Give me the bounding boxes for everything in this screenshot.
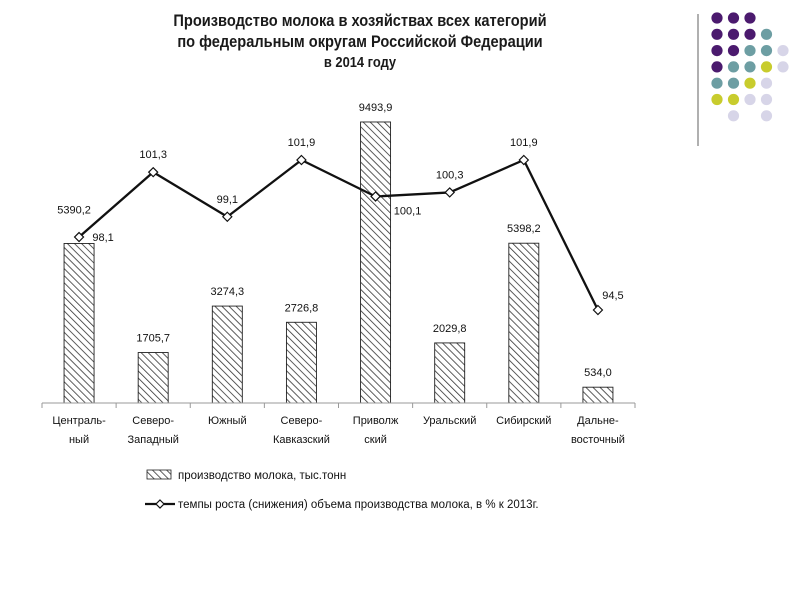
line-value-label: 99,1 (216, 193, 239, 206)
bar (64, 243, 94, 403)
category-label: Северо-Западный (127, 415, 179, 446)
category-labels (52, 415, 625, 446)
category-label: Дальне-восточный (570, 415, 625, 446)
chart-title-line-2: по федеральным округам Российской Федерации (177, 32, 543, 51)
bar (435, 343, 465, 403)
category-label: Северо-Кавказский (272, 415, 330, 446)
legend (145, 470, 539, 511)
bar-value-label: 9493,9 (358, 101, 393, 114)
legend-item-line (145, 499, 539, 511)
line-value-label: 101,3 (139, 149, 167, 162)
legend-label-bars: производство молока, тыс.тонн (178, 470, 347, 482)
bar-series (64, 122, 613, 403)
line-marker (445, 188, 454, 197)
bar (286, 322, 316, 403)
legend-swatch-bars (147, 470, 171, 479)
line-value-label: 94,5 (602, 290, 624, 302)
bar (361, 122, 391, 403)
category-label: Южный (208, 415, 247, 427)
bar (138, 353, 168, 403)
bar-value-label: 5398,2 (506, 223, 541, 236)
line-value-label: 98,1 (92, 232, 114, 245)
category-label: Централь-ный (52, 415, 106, 446)
x-axis-ticks (42, 403, 635, 408)
line-value-label: 100,1 (393, 205, 422, 218)
category-label: Сибирский (496, 415, 552, 427)
legend-marker-diamond (156, 500, 164, 508)
bar (583, 387, 613, 403)
line-marker (519, 156, 528, 165)
bar (212, 306, 242, 403)
category-label: Уральский (422, 415, 477, 427)
bar-value-label: 534,0 (584, 367, 612, 380)
legend-item-bars (147, 470, 346, 482)
bar-value-label: 2726,8 (284, 302, 319, 315)
bar-value-label: 2029,8 (432, 322, 467, 335)
line-value-label: 101,9 (287, 137, 316, 149)
bar-value-label: 1705,7 (136, 332, 171, 345)
bar-value-label: 3274,3 (210, 286, 245, 299)
line-value-label: 101,9 (510, 137, 538, 149)
legend-label-line: темпы роста (снижения) объема производства молока, в % к 2013г. (178, 499, 539, 511)
bar (509, 243, 539, 403)
line-marker (593, 306, 602, 315)
line-value-label: 100,3 (435, 169, 464, 182)
category-label: Приволж ский (352, 415, 399, 446)
bar-value-label: 5390,2 (57, 204, 91, 217)
chart-title-line-3: в 2014 году (323, 54, 397, 71)
chart-title-line-1: Производство молока в хозяйствах всех категорий (173, 11, 547, 30)
